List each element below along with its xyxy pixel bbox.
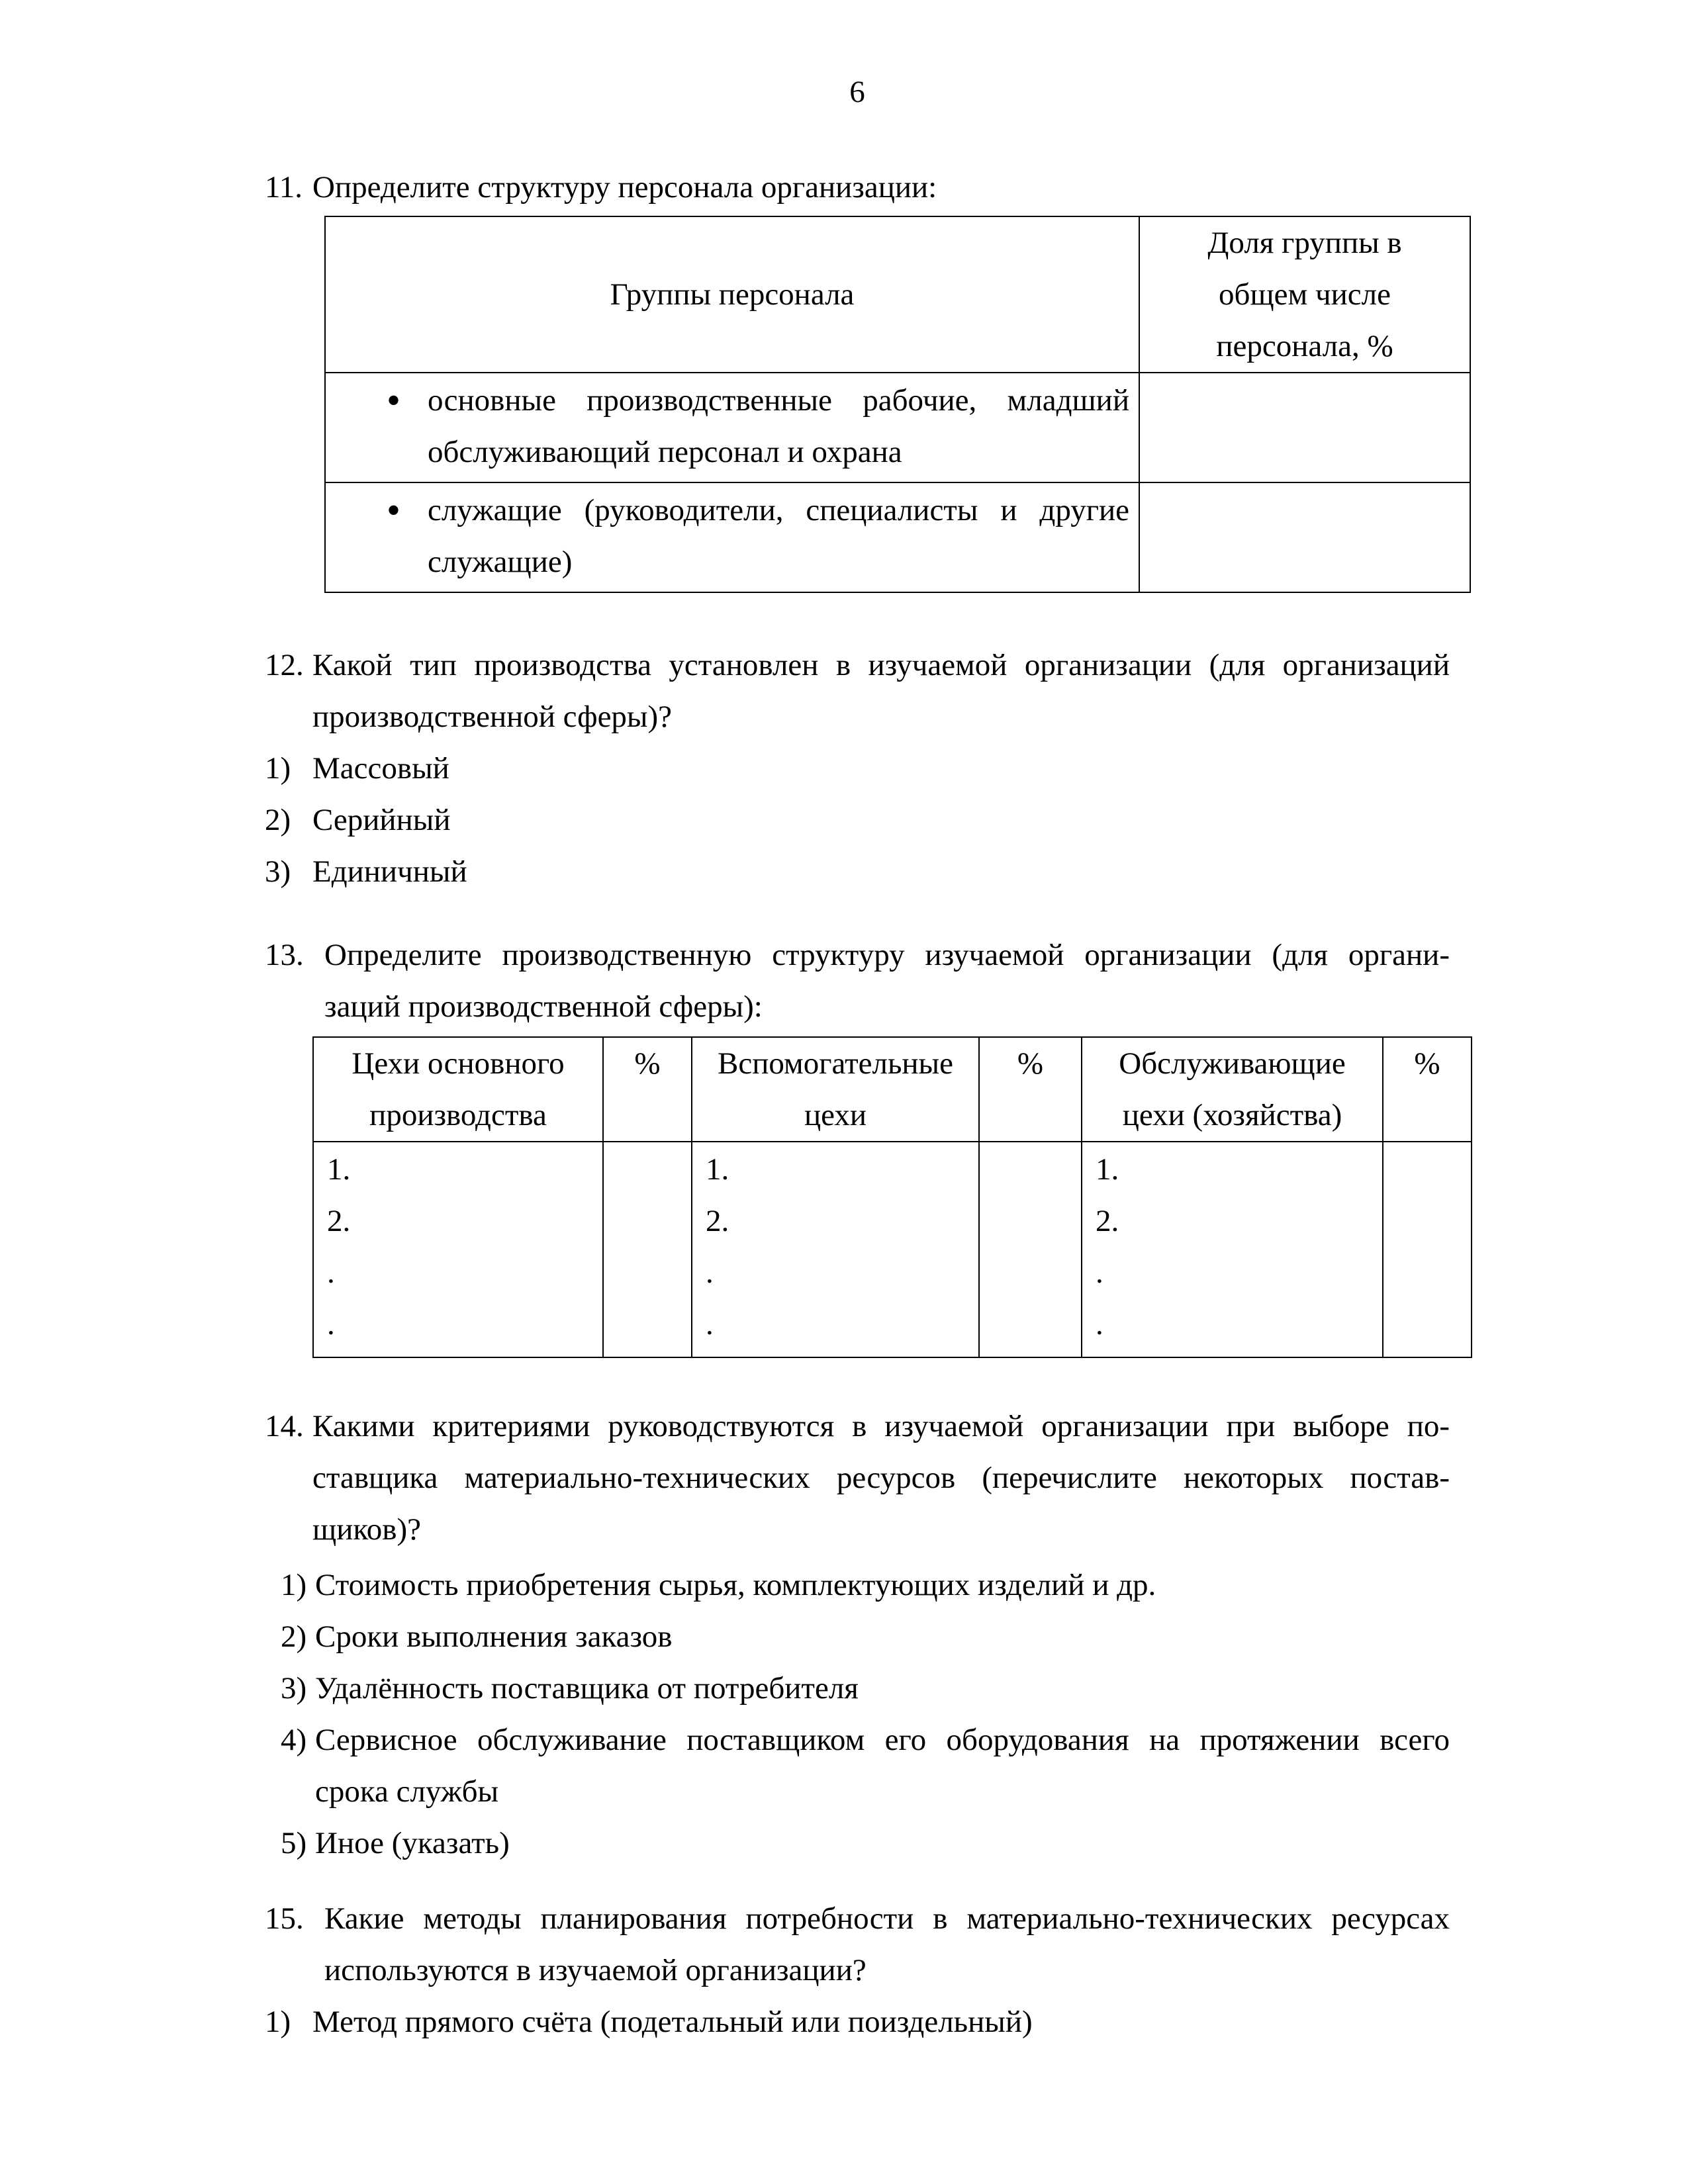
option-number: 2): [281, 1619, 307, 1654]
question-14-body: [312, 1400, 1450, 1555]
question-14-number: 14.: [265, 1409, 304, 1443]
bullet-row: [387, 375, 1129, 478]
option-text: [315, 1611, 672, 1662]
text-line: Удалённость поставщика от потребителя: [315, 1671, 859, 1706]
text-line: .: [706, 1307, 714, 1342]
table-row: [325, 373, 1470, 482]
header-line: цехи (хозяйства): [1122, 1098, 1342, 1132]
auxiliary-shops-list-cell: [692, 1142, 979, 1357]
personnel-group-text: [428, 375, 1129, 478]
header-line: Обслуживающие: [1119, 1046, 1346, 1081]
col-header-percent: [1383, 1037, 1472, 1142]
text-line: ставщика материально-технических ресурсов (перечислите некоторых постав-: [312, 1461, 1450, 1495]
text-line: Какие методы планирования потребности в материально-технических ресурсах: [324, 1901, 1450, 1936]
option-item: [281, 1714, 1450, 1817]
personnel-group-cell: [325, 482, 1139, 592]
text-line: служащие (руководители, специалисты и другие: [428, 493, 1129, 527]
question-12-number: 12.: [265, 648, 304, 682]
question-14: [265, 1400, 1450, 1555]
header-line: персонала, %: [1216, 329, 1393, 363]
question-12-options: [265, 743, 1450, 897]
service-shops-list-cell: [1082, 1142, 1383, 1357]
question-11-text: Определите структуру персонала организации:: [312, 170, 937, 205]
question-15-body: [324, 1893, 1450, 1996]
question-13: [265, 929, 1450, 1032]
question-13-body: [324, 929, 1450, 1032]
col-header-percent: [979, 1037, 1082, 1142]
text-line: Какими критериями руководствуются в изучаемой организации при выборе по-: [312, 1409, 1450, 1443]
text-line: 2.: [327, 1204, 351, 1238]
text-line: основные производственные рабочие, младший: [428, 383, 1129, 418]
question-15: [265, 1893, 1450, 1996]
bullet-row: [387, 484, 1129, 588]
table-header-row: [325, 216, 1470, 373]
table-row: [325, 482, 1470, 592]
header-line: %: [1414, 1046, 1440, 1081]
option-number: 2): [265, 803, 291, 837]
text-line: Иное (указать): [315, 1826, 510, 1860]
table-row: [313, 1142, 1472, 1357]
text-line: Сервисное обслуживание поставщиком его оборудования на протяжении всего: [315, 1723, 1450, 1757]
option-item: [281, 1559, 1450, 1611]
option-item: [281, 1611, 1450, 1662]
question-11-body: [312, 161, 1450, 213]
col-header-personnel-groups: Группы персонала: [325, 216, 1139, 373]
question-12: [265, 639, 1450, 743]
header-line: производства: [369, 1098, 547, 1132]
text-line: служащие): [428, 545, 573, 579]
share-cell-empty: [1139, 482, 1470, 592]
question-12-body: [312, 639, 1450, 743]
question-13-number: 13.: [265, 938, 304, 972]
option-number: 1): [265, 751, 291, 786]
text-line: .: [1096, 1307, 1103, 1342]
bullet-icon: •: [387, 379, 401, 422]
option-text: [315, 1662, 859, 1714]
text-line: Стоимость приобретения сырья, комплектующих изделий и др.: [315, 1568, 1156, 1602]
option-item: [281, 1817, 1450, 1869]
text-line: производственной сферы)?: [312, 700, 673, 734]
option-number: 1): [265, 2005, 291, 2039]
question-15-number: 15.: [265, 1901, 304, 1936]
percent-cell-empty: [1383, 1142, 1472, 1357]
option-item: [265, 846, 1450, 897]
question-11-number: 11.: [265, 170, 303, 205]
col-header-main-shops: [313, 1037, 603, 1142]
header-line: цехи: [804, 1098, 867, 1132]
text-line: .: [1096, 1255, 1103, 1290]
option-number: 3): [265, 854, 291, 889]
option-text: Метод прямого счёта (подетальный или поиздельный): [312, 2005, 1033, 2039]
percent-cell-empty: [603, 1142, 692, 1357]
header-line: общем числе: [1219, 277, 1391, 312]
option-item: [281, 1662, 1450, 1714]
text-line: 2.: [706, 1204, 729, 1238]
main-shops-list-cell: [313, 1142, 603, 1357]
personnel-group-cell: [325, 373, 1139, 482]
option-item: [265, 743, 1450, 794]
text-line: .: [327, 1255, 335, 1290]
text-line: обслуживающий персонал и охрана: [428, 435, 902, 469]
col-header-auxiliary-shops: [692, 1037, 979, 1142]
text-line: 1.: [327, 1152, 351, 1187]
page-number: 6: [849, 75, 865, 109]
question-15-options: [265, 1996, 1450, 2048]
text-line: Сроки выполнения заказов: [315, 1619, 673, 1654]
table-header-row: [313, 1037, 1472, 1142]
personnel-group-text: [428, 484, 1129, 588]
text-line: 2.: [1096, 1204, 1119, 1238]
option-number: 4): [281, 1723, 307, 1757]
text-line: Определите производственную структуру изучаемой организации (для органи-: [324, 938, 1450, 972]
personnel-structure-table: [324, 216, 1471, 593]
text-line: 1.: [706, 1152, 729, 1187]
col-header-group-share: [1139, 216, 1470, 373]
text-line: срока службы: [315, 1774, 499, 1809]
option-number: 5): [281, 1826, 307, 1860]
text-line: используются в изучаемой организации?: [324, 1953, 867, 1987]
percent-cell-empty: [979, 1142, 1082, 1357]
page-content: [265, 0, 1450, 2048]
option-item: [265, 1996, 1450, 2048]
text-line: Какой тип производства установлен в изучаемой организации (для организаций: [312, 648, 1450, 682]
option-text: Массовый: [312, 751, 449, 786]
production-structure-table: [312, 1036, 1472, 1358]
option-number: 3): [281, 1671, 307, 1706]
col-header-service-shops: [1082, 1037, 1383, 1142]
text-line: заций производственной сферы):: [324, 989, 763, 1024]
option-number: 1): [281, 1568, 307, 1602]
bullet-icon: •: [387, 488, 401, 532]
question-11: [265, 161, 1450, 213]
text-line: щиков)?: [312, 1512, 421, 1547]
header-line: %: [1017, 1046, 1044, 1081]
option-text: [315, 1714, 1450, 1817]
option-item: [265, 794, 1450, 846]
option-text: [315, 1559, 1156, 1611]
option-text: Единичный: [312, 854, 467, 889]
option-text: [315, 1817, 510, 1869]
text-line: 1.: [1096, 1152, 1119, 1187]
option-text: Серийный: [312, 803, 451, 837]
header-line: Доля группы в: [1207, 226, 1402, 260]
header-line: Цехи основного: [352, 1046, 565, 1081]
text-line: .: [327, 1307, 335, 1342]
col-header-percent: [603, 1037, 692, 1142]
header-line: Вспомогательные: [717, 1046, 953, 1081]
share-cell-empty: [1139, 373, 1470, 482]
text-line: .: [706, 1255, 714, 1290]
header-line: %: [634, 1046, 661, 1081]
question-14-options: [265, 1559, 1450, 1869]
